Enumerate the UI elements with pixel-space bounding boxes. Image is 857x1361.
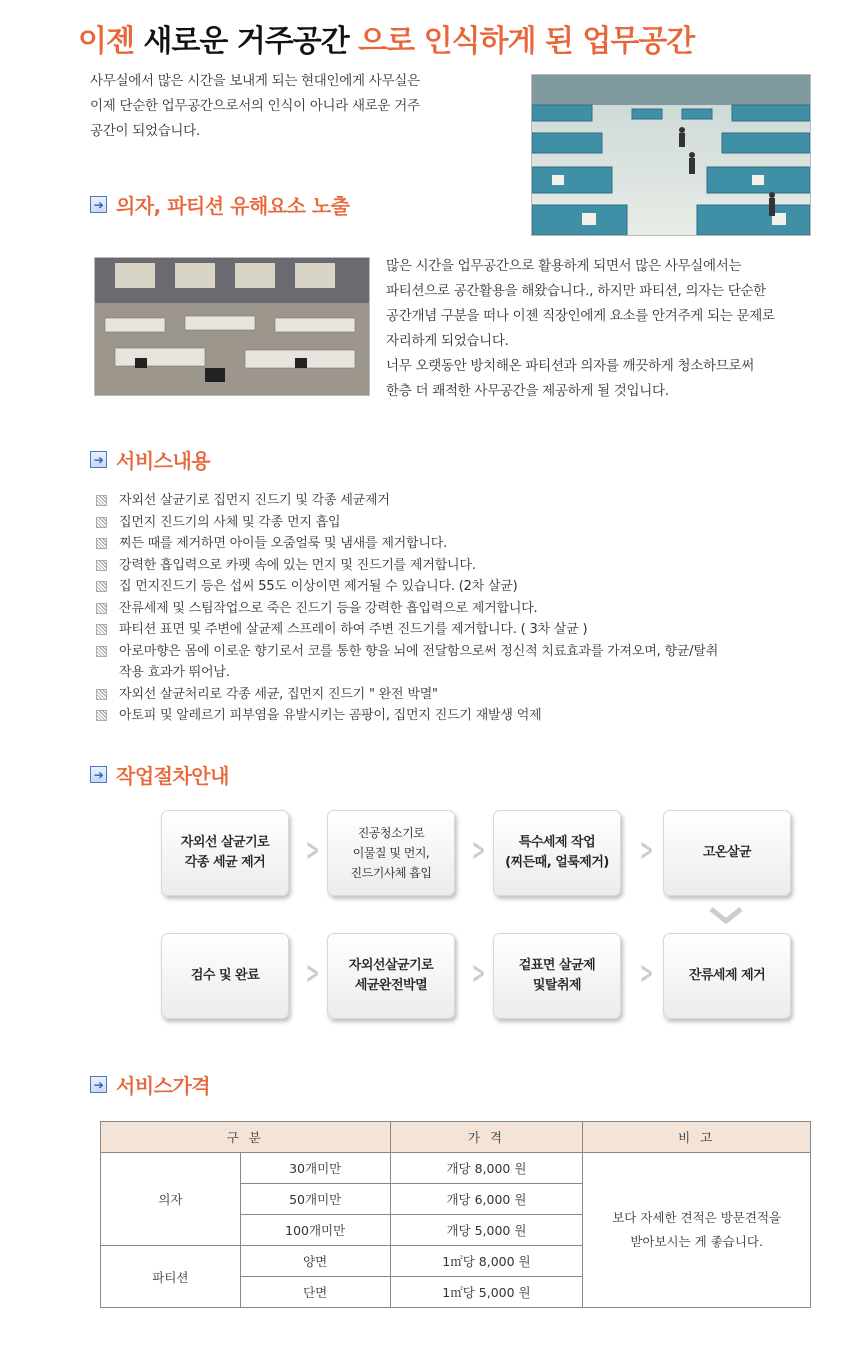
page-title <box>78 16 694 60</box>
arrow-right-icon: ➔ <box>90 1076 107 1093</box>
chevron-right-icon: > <box>639 956 654 991</box>
step-5-residue: 잔류세제 제거 <box>663 933 791 1019</box>
chevron-right-icon: > <box>305 833 320 868</box>
chevron-right-icon: > <box>305 956 320 991</box>
square-bullet-icon <box>96 581 107 592</box>
list-item-text: 자외선 살균처리로 각종 세균, 집먼지 진드기 " 완전 박멸" <box>119 686 438 702</box>
row-price: 개당 6,000 원 <box>390 1184 583 1215</box>
step-7-uv-eliminate: 자외선살균기로 세균완전박멸 <box>327 933 455 1019</box>
intro-text: 사무실에서 많은 시간을 보내게 되는 현대인에게 사무실은 이제 단순한 업무공간으로서의 인식이 아니라 새로운 거주 공간이 되었습니다. <box>90 73 420 139</box>
square-bullet-icon <box>96 538 107 549</box>
list-item <box>96 641 816 684</box>
row-price: 1㎡당 8,000 원 <box>390 1246 583 1277</box>
step-4-high-temp: 고온살균 <box>663 810 791 896</box>
row-price: 개당 5,000 원 <box>390 1215 583 1246</box>
section-services-heading <box>90 445 210 474</box>
list-item-text: 자외선 살균기로 집먼지 진드기 및 각종 세균제거 <box>119 493 390 508</box>
list-item-text: 잔류세제 및 스팀작업으로 죽은 진드기 등을 강력한 흡입력으로 제거합니다. <box>119 600 538 616</box>
step-8-inspection: 검수 및 완료 <box>161 933 289 1019</box>
arrow-right-icon: ➔ <box>90 196 107 213</box>
list-item-text: 아토피 및 알레르기 피부염을 유발시키는 곰팡이, 집먼지 진드기 재발생 억제 <box>119 708 542 723</box>
section-procedure-heading <box>90 760 229 789</box>
header-category: 구 분 <box>101 1122 391 1153</box>
group-chair: 의자 <box>101 1153 241 1246</box>
list-item <box>96 684 816 706</box>
title-part1: 이젠 <box>78 24 144 59</box>
section-hazards-title: 의자, 파티션 유해요소 노출 <box>116 194 350 218</box>
square-bullet-icon <box>96 560 107 571</box>
section-procedure-title: 작업절차안내 <box>116 764 229 788</box>
list-item <box>96 533 816 555</box>
price-table <box>100 1121 811 1308</box>
chevron-right-icon: > <box>639 833 654 868</box>
list-item <box>96 512 816 534</box>
list-item <box>96 490 816 512</box>
list-item-text: 아로마향은 몸에 이로운 향기로서 코를 통한 향을 뇌에 전달함으로써 정신적 치료효과를 가져오며, 향균/탈취 작용 효과가 뛰어남. <box>119 643 719 680</box>
row-label: 100개미만 <box>240 1215 390 1246</box>
office-photo-cubicles <box>531 74 811 236</box>
header-price: 가 격 <box>390 1122 583 1153</box>
office-photo-open-floor <box>94 257 370 396</box>
row-price: 개당 8,000 원 <box>390 1153 583 1184</box>
title-part3: 으로 인식하게 된 업무공간 <box>348 24 695 59</box>
row-label: 30개미만 <box>240 1153 390 1184</box>
list-item <box>96 619 816 641</box>
arrow-right-icon: ➔ <box>90 451 107 468</box>
arrow-right-icon: ➔ <box>90 766 107 783</box>
chevron-right-icon: > <box>471 956 486 991</box>
list-item-text: 파티션 표면 및 주변에 살균제 스프레이 하여 주변 진드기를 제거합니다. ( 3차 살균 ) <box>119 622 588 637</box>
square-bullet-icon <box>96 603 107 614</box>
list-item-text: 찌든 때를 제거하면 아이들 오줌얼룩 및 냄새를 제거합니다. <box>119 536 448 551</box>
square-bullet-icon <box>96 646 107 657</box>
square-bullet-icon <box>96 710 107 721</box>
section-price-heading <box>90 1070 210 1099</box>
chevron-right-icon: > <box>471 833 486 868</box>
step-6-surface: 겉표면 살균제 및탈취제 <box>493 933 621 1019</box>
square-bullet-icon <box>96 624 107 635</box>
row-price: 1㎡당 5,000 원 <box>390 1277 583 1308</box>
services-list <box>96 490 816 727</box>
square-bullet-icon <box>96 689 107 700</box>
list-item-text: 집먼지 진드기의 사체 및 각종 먼지 흡입 <box>119 514 341 530</box>
group-partition: 파티션 <box>101 1246 241 1308</box>
table-row <box>101 1153 811 1184</box>
row-label: 50개미만 <box>240 1184 390 1215</box>
row-label: 단면 <box>240 1277 390 1308</box>
list-item-text: 강력한 흡입력으로 카펫 속에 있는 먼지 및 진드기를 제거합니다. <box>119 557 476 573</box>
list-item <box>96 598 816 620</box>
chevron-down-icon <box>708 906 744 926</box>
square-bullet-icon <box>96 495 107 506</box>
table-header-row <box>101 1122 811 1153</box>
price-note: 보다 자세한 견적은 방문견적을 받아보시는 게 좋습니다. <box>583 1153 811 1308</box>
step-1-uv-sterilize: 자외선 살균기로 각종 세균 제거 <box>161 810 289 896</box>
section-price-title: 서비스가격 <box>116 1074 211 1098</box>
list-item <box>96 555 816 577</box>
title-highlight: 새로운 거주공간 <box>143 24 349 59</box>
header-note: 비 고 <box>583 1122 811 1153</box>
row-label: 양면 <box>240 1246 390 1277</box>
hazards-text: 많은 시간을 업무공간으로 활용하게 되면서 많은 사무실에서는 파티션으로 공간활용을 해왔습니다., 하지만 파티션, 의자는 단순한 공간개념 구분을 떠나 이젠 직장인에게 요소를 안겨주게 되는 문제로 자리하게 되었습니다. 너무 오랫동안 방치해온 파티션과 의자를 깨끗하게 청소하므로써 한층 더 쾌적한 사무공간을 제공하게 될 것입니다. <box>386 258 775 399</box>
square-bullet-icon <box>96 517 107 528</box>
step-3-detergent: 특수세제 작업 (찌든때, 얼룩제거) <box>493 810 621 896</box>
list-item <box>96 705 816 727</box>
list-item <box>96 576 816 598</box>
section-services-title: 서비스내용 <box>116 449 211 473</box>
step-2-vacuum: 진공청소기로 이물질 및 먼지, 진드기사체 흡입 <box>327 810 455 896</box>
section-hazards-heading <box>90 190 350 219</box>
list-item-text: 집 먼지진드기 등은 섭씨 55도 이상이면 제거될 수 있습니다. (2차 살균) <box>119 579 518 594</box>
